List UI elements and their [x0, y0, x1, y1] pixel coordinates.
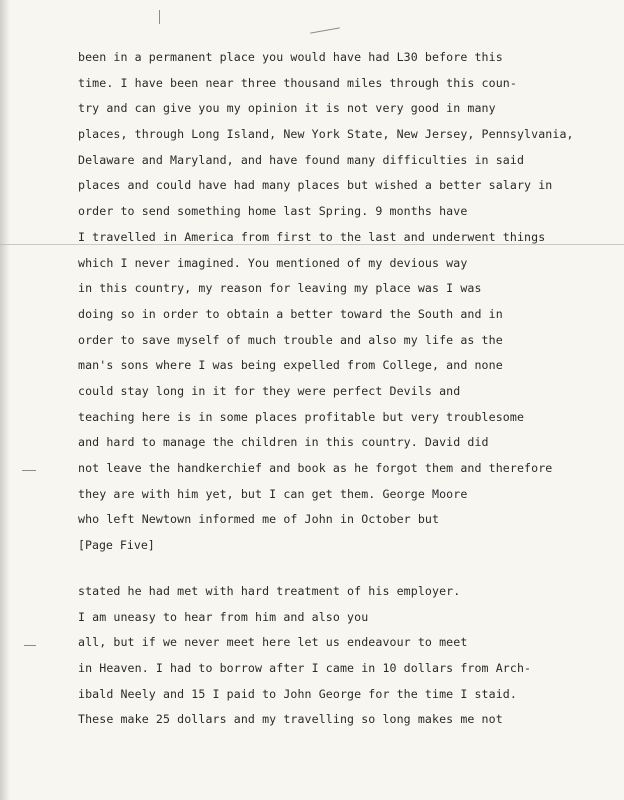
text-line: not leave the handkerchief and book as he forgot them and therefore	[78, 461, 553, 475]
letter-text-top	[78, 45, 598, 533]
text-line: I am uneasy to hear from him and also you	[78, 609, 369, 624]
text-line: in Heaven. I had to borrow after I came in 10 dollars from Arch-	[78, 661, 532, 676]
text-line: Delaware and Maryland, and have found many difficulties in said	[78, 152, 525, 167]
stray-mark	[22, 470, 36, 471]
text-line: teaching here is in some places profitable but very troublesome	[78, 409, 525, 424]
text-line: places, through Long Island, New York State, New Jersey, Pennsylvania,	[78, 127, 574, 142]
stray-mark	[24, 645, 36, 646]
text-line: been in a permanent place you would have had L30 before this	[78, 50, 503, 64]
text-line: who left Newtown informed me of John in October but	[78, 512, 440, 527]
page-edge-shadow	[0, 0, 10, 800]
text-line: stated he had met with hard treatment of his employer.	[78, 584, 461, 598]
text-line: order to save myself of much trouble and also my life as the	[78, 332, 503, 347]
text-line: ibald Neely and 15 I paid to John George for the time I staid.	[78, 686, 517, 701]
text-line: could stay long in it for they were perfect Devils and	[78, 383, 461, 398]
text-line: places and could have had many places but wished a better salary in	[78, 178, 553, 193]
stray-mark	[310, 27, 340, 33]
stray-mark	[159, 10, 160, 24]
text-line: I travelled in America from first to the last and underwent things	[78, 229, 546, 244]
page-number-label: [Page Five]	[78, 538, 155, 552]
text-line: try and can give you my opinion it is not very good in many	[78, 101, 496, 116]
text-line: These make 25 dollars and my travelling so long makes me not	[78, 712, 503, 727]
letter-text-bottom	[78, 579, 598, 733]
text-line: all, but if we never meet here let us endeavour to meet	[78, 635, 468, 650]
text-line: in this country, my reason for leaving my place was I was	[78, 281, 482, 296]
text-line: man's sons where I was being expelled from College, and none	[78, 358, 503, 373]
text-line: which I never imagined. You mentioned of my devious way	[78, 255, 468, 270]
text-line: doing so in order to obtain a better toward the South and in	[78, 306, 503, 321]
text-line: time. I have been near three thousand miles through this coun-	[78, 75, 517, 90]
text-line: they are with him yet, but I can get them. George Moore	[78, 486, 468, 501]
text-line: order to send something home last Spring. 9 months have	[78, 204, 468, 219]
text-line: and hard to manage the children in this country. David did	[78, 435, 489, 450]
